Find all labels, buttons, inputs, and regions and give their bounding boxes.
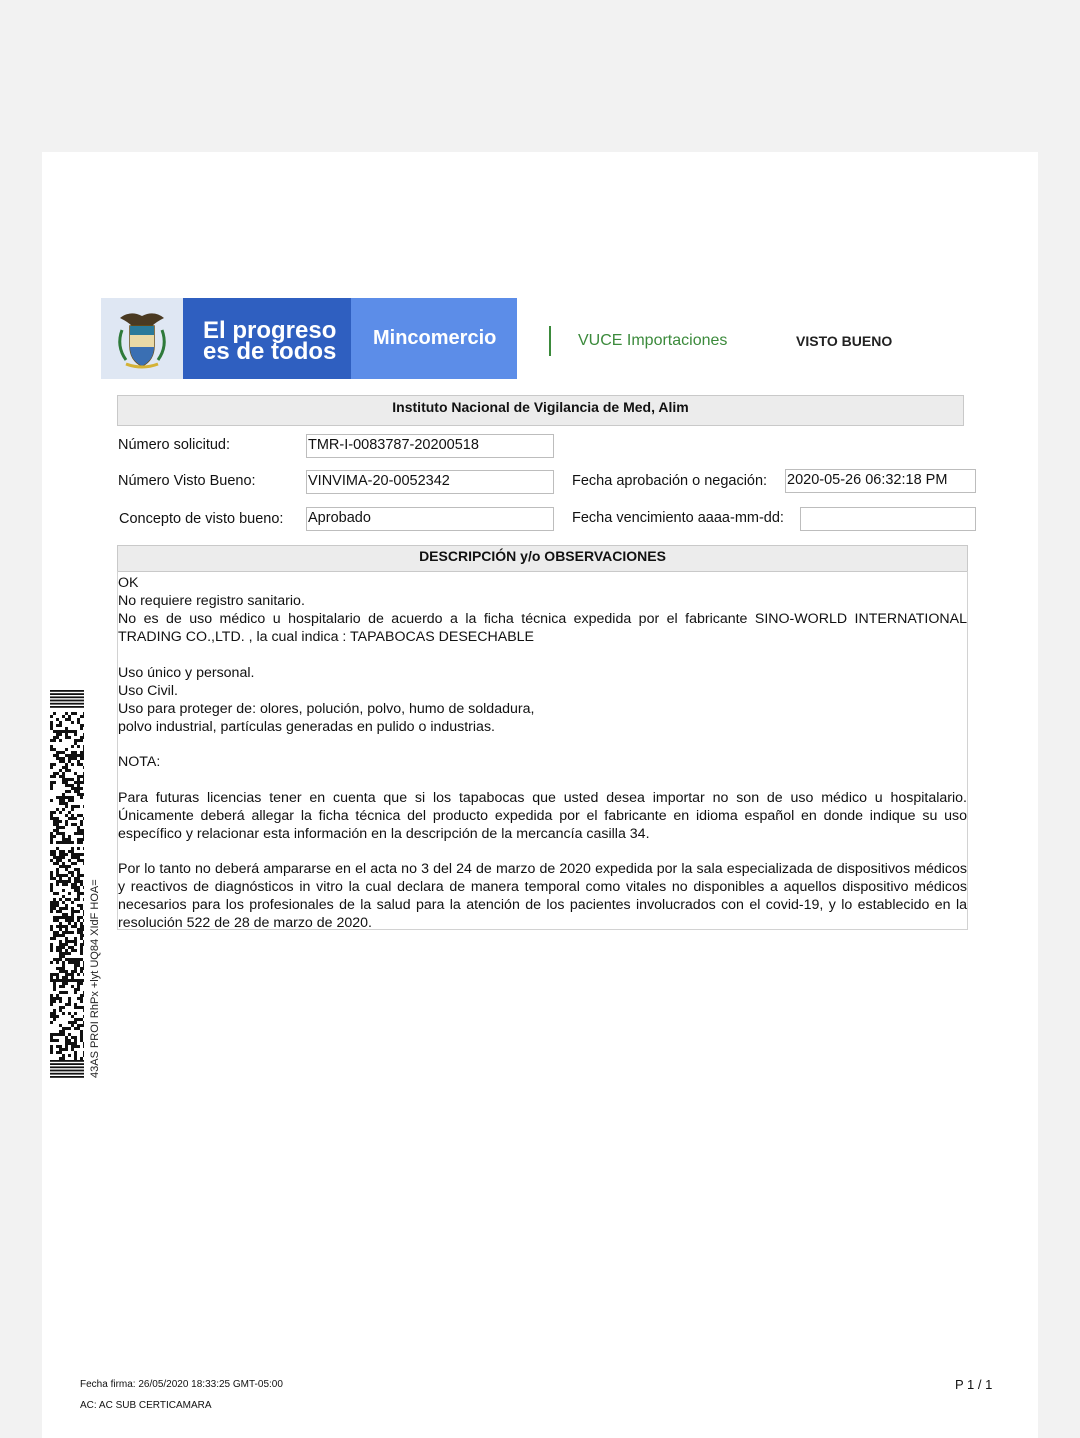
vuce-label: VUCE Importaciones <box>578 332 728 349</box>
solicitud-field: TMR-I-0083787-20200518 <box>306 434 554 458</box>
slogan-line-2: es de todos <box>203 338 337 365</box>
fecha-vencimiento-field <box>800 507 976 531</box>
fecha-vencimiento-label: Fecha vencimiento aaaa-mm-dd: <box>572 510 784 526</box>
solicitud-label: Número solicitud: <box>118 437 231 453</box>
visto-bueno-label: Número Visto Bueno: <box>118 473 256 489</box>
desc-nota: NOTA: <box>118 754 161 770</box>
signature-date: Fecha firma: 26/05/2020 18:33:25 GMT-05:00 <box>80 1379 283 1390</box>
concepto-label: Concepto de visto bueno: <box>119 511 284 527</box>
document-type: VISTO BUENO <box>796 333 893 349</box>
desc-line-6: Uso para proteger de: olores, polución, polvo, humo de soldadura, <box>118 700 535 717</box>
description-title: DESCRIPCIÓN y/o OBSERVACIONES <box>117 545 968 572</box>
certificate-authority: AC: AC SUB CERTICAMARA <box>80 1400 212 1411</box>
page-number: P 1 / 1 <box>955 1377 993 1392</box>
desc-line-4: Uso único y personal. <box>118 664 255 681</box>
government-banner <box>101 298 517 379</box>
slogan <box>183 298 351 379</box>
desc-line-7: polvo industrial, partículas generadas en pulido o industrias. <box>118 718 495 735</box>
fecha-aprobacion-label: Fecha aprobación o negación: <box>572 473 768 489</box>
desc-line-2: No requiere registro sanitario. <box>118 593 305 609</box>
header-divider <box>549 326 551 356</box>
desc-paragraph-1: Para futuras licencias tener en cuenta que si los tapabocas que usted desea importar no son de uso médico u hospitalario. Únicamente deberá allegar la ficha técnica del producto expedida por el fabricante en idioma español en donde indique su uso específico y relacionar esta información en la descripción de la mercancía casilla 34. <box>118 789 967 842</box>
desc-line-5: Uso Civil. <box>118 682 178 699</box>
institute-title: Instituto Nacional de Vigilancia de Med, Alim <box>117 395 964 426</box>
ministry-logo: Mincomercio <box>351 298 517 379</box>
visto-bueno-field: VINVIMA-20-0052342 <box>306 470 554 494</box>
concepto-field: Aprobado <box>306 507 554 531</box>
slogan-line-1: El progreso <box>203 317 337 344</box>
desc-line-3: No es de uso médico u hospitalario de acuerdo a la ficha técnica expedida por el fabricante SINO-WORLD INTERNATIONAL TRADING CO.,LTD. , la cual indica : TAPABOCAS DESECHABLE <box>118 611 967 645</box>
desc-line-1: OK <box>118 575 139 591</box>
desc-paragraph-2: Por lo tanto no deberá ampararse en el acta no 3 del 24 de marzo de 2020 expedida por la sala especializada de dispositivos médicos y reactivos de diagnósticos in vitro la cual declara de manera temporal como vitales no disponibles a aquellos dispositivo médicos necesarios para los profesionales de la salud para la atención de los pacientes involucrados con el covid-19, y lo establecido en la resolución 522 de 28 de marzo de 2020. <box>118 861 967 931</box>
barcode-icon <box>50 690 84 1080</box>
description-body <box>117 571 968 930</box>
colombia-coat-of-arms-icon <box>101 298 183 379</box>
fecha-aprobacion-field: 2020-05-26 06:32:18 PM <box>785 469 976 493</box>
barcode-text: 43AS PROI RhPx +lyt UQ84 XIdF HOA= <box>89 879 101 1078</box>
